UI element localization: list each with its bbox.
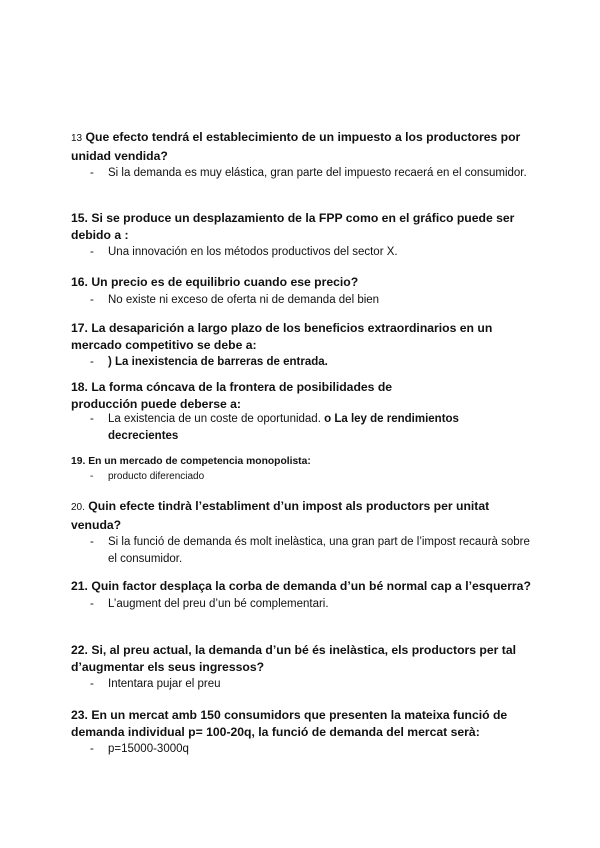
question-number: 23. xyxy=(71,708,88,722)
answer-text: L’augment del preu d’un bé complementari. xyxy=(108,597,329,610)
answer-item xyxy=(71,534,531,567)
bullet: - xyxy=(90,471,94,482)
answer-text: Si la funció de demanda és molt inelàstica, una gran part de l’impost recaurà sobre el consumidor. xyxy=(108,536,530,565)
answer-text: Una innovación en los métodos productivos del sector X. xyxy=(108,246,398,258)
answer-text: p=15000-3000q xyxy=(108,743,189,755)
question-title xyxy=(71,707,531,740)
question-22 xyxy=(71,642,531,693)
question-title xyxy=(71,642,531,675)
question-title xyxy=(71,455,531,469)
answer-item xyxy=(71,741,531,758)
question-13 xyxy=(71,129,531,182)
question-text-line2: producción puede deberse a: xyxy=(71,396,241,411)
question-text: En un mercado de competencia monopolista: xyxy=(88,456,311,467)
bullet: - xyxy=(90,536,94,548)
question-19 xyxy=(71,455,531,484)
question-23 xyxy=(71,707,531,758)
question-17 xyxy=(71,320,531,371)
question-text: La desaparición a largo plazo de los beneficios extraordinarios en un mercado competitivo se debe a: xyxy=(71,321,493,352)
answer-item xyxy=(71,354,531,371)
question-number: 18. xyxy=(71,380,88,394)
bullet: - xyxy=(90,167,94,179)
bullet: - xyxy=(90,293,94,306)
question-title xyxy=(71,498,531,533)
question-text: Si se produce un desplazamiento de la FPP como en el gráfico puede ser debido a : xyxy=(71,211,515,242)
bullet: - xyxy=(90,678,94,690)
question-number: 13 xyxy=(71,133,83,144)
question-number: 19. xyxy=(71,456,86,467)
bullet: - xyxy=(90,743,94,755)
question-title xyxy=(71,320,531,353)
bullet: - xyxy=(90,413,94,425)
question-text: Que efecto tendrá el establecimiento de un impuesto a los productores por unidad vendida? xyxy=(71,130,521,163)
question-21 xyxy=(71,578,531,612)
question-title xyxy=(71,210,531,243)
question-title xyxy=(71,274,531,291)
question-number: 16. xyxy=(71,275,88,289)
question-number: 17. xyxy=(71,321,88,335)
answer-item xyxy=(71,470,531,484)
question-15 xyxy=(71,210,531,261)
answer-item xyxy=(71,676,531,693)
question-title xyxy=(71,578,531,595)
question-18 xyxy=(71,379,531,444)
bullet: - xyxy=(90,597,94,610)
answer-item xyxy=(71,244,531,261)
answer-text: No existe ni exceso de oferta ni de demanda del bien xyxy=(108,293,380,306)
answer-text: Intentara pujar el preu xyxy=(108,678,221,690)
answer-item xyxy=(71,411,531,444)
answer-text: producto diferenciado xyxy=(108,471,205,482)
question-number: 15. xyxy=(71,211,88,225)
question-text: Si, al preu actual, la demanda d’un bé és inelàstica, els productors per tal d’augmentar els seus ingressos? xyxy=(71,643,517,674)
answer-text: Si la demanda es muy elástica, gran parte del impuesto recaerá en el consumidor. xyxy=(108,167,527,179)
question-number: 22. xyxy=(71,643,88,657)
answer-item xyxy=(71,165,531,182)
question-title xyxy=(71,379,531,412)
answer-text: La existencia de un coste de oportunidad. xyxy=(108,413,321,425)
question-16 xyxy=(71,274,531,308)
answer-item xyxy=(71,596,531,613)
answer-text: ) La inexistencia de barreras de entrada. xyxy=(108,356,328,368)
question-20 xyxy=(71,498,531,567)
question-text: Quin factor desplaça la corba de demanda d’un bé normal cap a l’esquerra? xyxy=(91,579,531,593)
question-title xyxy=(71,129,531,164)
question-number: 20. xyxy=(71,502,85,513)
question-text: Un precio es de equilibrio cuando ese precio? xyxy=(91,275,359,289)
question-text: En un mercat amb 150 consumidors que presenten la mateixa funció de demanda individual p= 100-20q, la funció de demanda del mercat serà: xyxy=(71,708,508,739)
question-text: La forma cóncava de la frontera de posibilidades de xyxy=(91,380,393,394)
question-text: Quin efecte tindrà l’establiment d’un impost als productors per unitat venuda? xyxy=(71,499,490,532)
question-number: 21. xyxy=(71,579,88,593)
bullet: - xyxy=(90,246,94,258)
bullet: - xyxy=(90,356,94,368)
answer-item xyxy=(71,292,531,309)
answer-text-bold: o La ley de rendimientos decrecientes xyxy=(108,413,459,442)
